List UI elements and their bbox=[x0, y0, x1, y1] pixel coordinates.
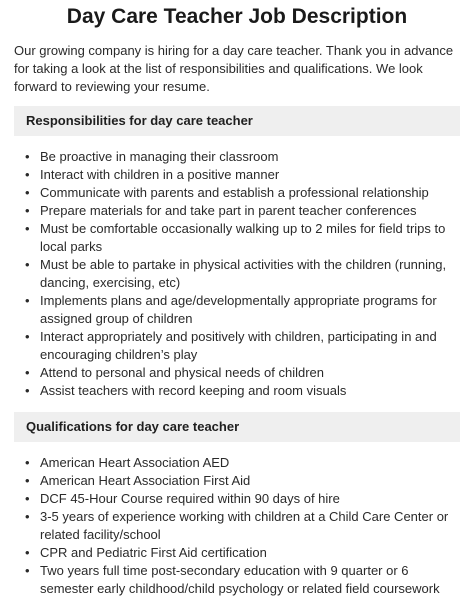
list-item bbox=[25, 256, 460, 292]
list-item-text: Interact appropriately and positively with children, participating in and encouraging children’s play bbox=[40, 329, 437, 362]
list-item-text: Interact with children in a positive manner bbox=[40, 167, 280, 182]
list-item-text: Must be comfortable occasionally walking up to 2 miles for field trips to local parks bbox=[40, 221, 446, 254]
bullet-icon: • bbox=[25, 491, 30, 506]
bullet-icon: • bbox=[25, 545, 30, 560]
responsibilities-heading: Responsibilities for day care teacher bbox=[14, 106, 460, 136]
bullet-icon: • bbox=[25, 455, 30, 470]
list-item bbox=[25, 364, 460, 382]
list-item-text: Be proactive in managing their classroom bbox=[40, 149, 279, 164]
list-item-text: Communicate with parents and establish a professional relationship bbox=[40, 185, 429, 200]
bullet-icon: • bbox=[25, 329, 30, 344]
list-item-text: Two years full time post-secondary education with 9 quarter or 6 semester early childhood/child psychology or related field coursework bbox=[40, 563, 440, 596]
bullet-icon: • bbox=[25, 293, 30, 308]
bullet-icon: • bbox=[25, 365, 30, 380]
intro-paragraph: Our growing company is hiring for a day care teacher. Thank you in advance for taking a look at the list of responsibilities and qualifications. We look forward to reviewing your resume. bbox=[14, 43, 454, 94]
list-item bbox=[25, 508, 460, 544]
list-item bbox=[25, 220, 460, 256]
list-item bbox=[25, 292, 460, 328]
list-item bbox=[25, 166, 460, 184]
list-item-text: Must be able to partake in physical activities with the children (running, dancing, exercising, etc) bbox=[40, 257, 447, 290]
list-item-text: Prepare materials for and take part in parent teacher conferences bbox=[40, 203, 417, 218]
list-item-text: DCF 45-Hour Course required within 90 days of hire bbox=[40, 491, 340, 506]
bullet-icon: • bbox=[25, 221, 30, 236]
list-item-text: American Heart Association AED bbox=[40, 455, 230, 470]
list-item bbox=[25, 562, 460, 598]
bullet-icon: • bbox=[25, 167, 30, 182]
bullet-icon: • bbox=[25, 563, 30, 578]
list-item-text: Attend to personal and physical needs of children bbox=[40, 365, 325, 380]
qualifications-heading: Qualifications for day care teacher bbox=[14, 412, 460, 442]
bullet-icon: • bbox=[25, 509, 30, 524]
list-item-text: CPR and Pediatric First Aid certification bbox=[40, 545, 267, 560]
list-item bbox=[25, 328, 460, 364]
list-item bbox=[25, 454, 460, 472]
qualifications-list bbox=[14, 454, 460, 598]
bullet-icon: • bbox=[25, 383, 30, 398]
bullet-icon: • bbox=[25, 203, 30, 218]
list-item bbox=[25, 202, 460, 220]
bullet-icon: • bbox=[25, 149, 30, 164]
list-item-text: 3-5 years of experience working with children at a Child Care Center or related facility/school bbox=[40, 509, 449, 542]
bullet-icon: • bbox=[25, 473, 30, 488]
bullet-icon: • bbox=[25, 185, 30, 200]
responsibilities-list bbox=[14, 148, 460, 400]
list-item-text: Implements plans and age/developmentally appropriate programs for assigned group of children bbox=[40, 293, 437, 326]
bullet-icon: • bbox=[25, 257, 30, 272]
list-item bbox=[25, 148, 460, 166]
list-item bbox=[25, 544, 460, 562]
list-item bbox=[25, 382, 460, 400]
list-item-text: American Heart Association First Aid bbox=[40, 473, 251, 488]
page-title: Day Care Teacher Job Description bbox=[66, 5, 408, 28]
list-item-text: Assist teachers with record keeping and room visuals bbox=[40, 383, 347, 398]
list-item bbox=[25, 184, 460, 202]
list-item bbox=[25, 490, 460, 508]
list-item bbox=[25, 472, 460, 490]
